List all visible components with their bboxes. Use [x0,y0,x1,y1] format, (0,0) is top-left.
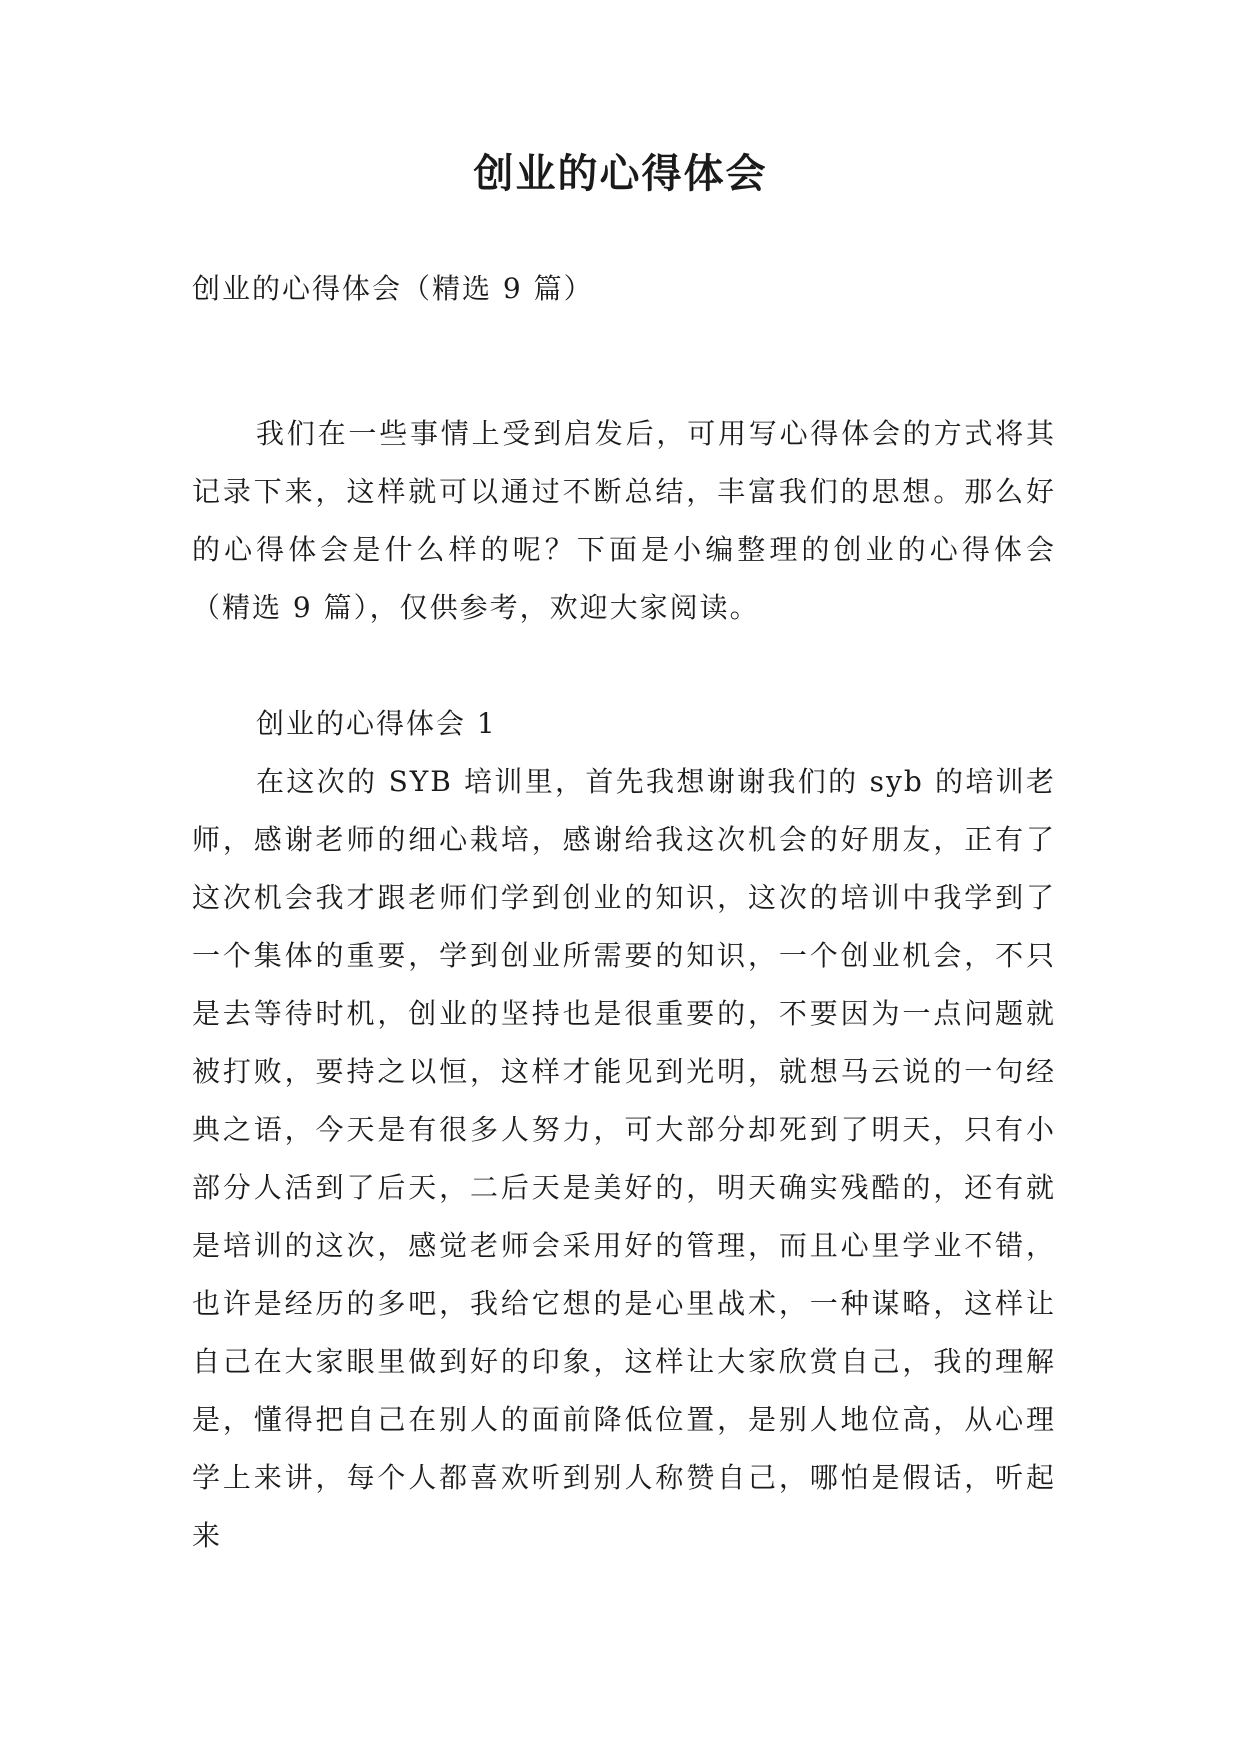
subtitle-text: 创业的心得体会（精选 9 篇） [192,272,594,305]
section-1-body-text: 在这次的 SYB 培训里，首先我想谢谢我们的 syb 的培训老师，感谢老师的细心栽培，感谢给我这次机会的好朋友，正有了这次机会我才跟老师们学到创业的知识，这次的培训中我学到了一个集体的重要，学到创业所需要的知识，一个创业机会，不只是去等待时机，创业的坚持也是很重要的，不要因为一点问题就被打败，要持之以恒，这样才能见到光明，就想马云说的一句经典之语，今天是有很多人努力，可大部分却死到了明天，只有小部分人活到了后天，二后天是美好的，明天确实残酷的，还有就是培训的这次，感觉老师会采用好的管理，而且心里学业不错，也许是经历的多吧，我给它想的是心里战术，一种谋略，这样让自己在大家眼里做到好的印象，这样让大家欣赏自己，我的理解是，懂得把自己在别人的面前降低位置，是别人地位高，从心理学上来讲，每个人都喜欢听到别人称赞自己，哪怕是假话，听起来 [192,765,1056,1552]
section-1-body [192,753,1056,1565]
intro-paragraph [192,405,1056,637]
intro-text: 我们在一些事情上受到启发后，可用写心得体会的方式将其记录下来，这样就可以通过不断总结，丰富我们的思想。那么好的心得体会是什么样的呢？下面是小编整理的创业的心得体会（精选 9 篇），仅供参考，欢迎大家阅读。 [192,417,1056,624]
section-1-heading [192,695,1056,753]
document-title: 创业的心得体会 [473,151,768,197]
section-1-heading-text: 创业的心得体会 1 [256,707,497,740]
document-subtitle [192,260,1056,318]
